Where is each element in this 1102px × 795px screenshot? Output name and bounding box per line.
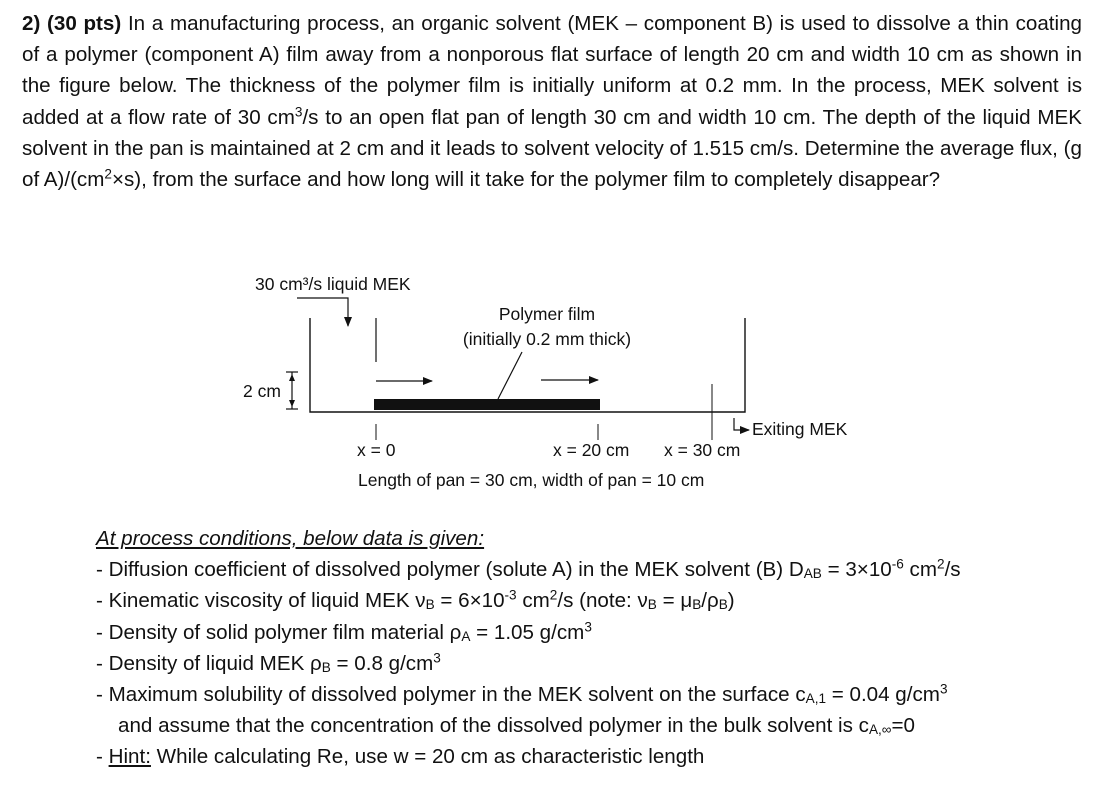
x20-label: x = 20 cm <box>553 440 630 460</box>
film-label-line-1: Polymer film <box>498 304 596 324</box>
pan-caption: Length of pan = 30 cm, width of pan = 10 cm <box>358 470 705 490</box>
film-label-line-2: (initially 0.2 mm thick) <box>462 329 632 349</box>
feed-label: 30 cm³/s liquid MEK <box>255 274 411 294</box>
polymer-film <box>374 399 600 410</box>
given-bulk-concentration: and assume that the concentration of the dissolved polymer in the bulk solvent is $c_{A,\infty}=0$ <box>118 714 915 738</box>
given-data <box>96 523 1086 773</box>
problem-number: 2) <box>22 12 41 35</box>
given-max-solubility: - Maximum solubility of dissolved polymer in the MEK solvent on the surface $c_{A,1} = 0.04$ $g/cm^3$ <box>96 681 948 707</box>
given-film-density: - Density of solid polymer film material $\rho_A = 1.05$ $g/cm^3$ <box>96 619 592 644</box>
x30-label: x = 30 cm <box>664 440 741 460</box>
given-hint: - Hint: While calculating Re, use w = 20 cm as characteristic length <box>96 745 705 769</box>
x0-label: x = 0 <box>357 440 396 460</box>
problem-points: (30 pts) <box>47 12 122 35</box>
problem-text-part-1: In a manufacturing process, an organic solvent (MEK – component B) is used to dissolve a thin coating of a polymer (component A) film away from a nonporous flat surface of length 20 cm and width 10 cm as shown in the figure below. The thickness of the polymer film is initially uniform at 0.2 mm. In the process, MEK solvent is added at a flow rate of 30 cm <box>22 12 1082 129</box>
problem-sup-1: 3 <box>294 104 303 120</box>
problem-text-part-2: /s to an open flat pan of length 30 cm and width 10 cm. The depth of the liquid MEK solvent in the pan is maintained at 2 cm and it leads to solvent velocity of 1.515 cm/s. Determine the average flux, (g of A)/(cm <box>22 105 1082 192</box>
problem-sup-2: 2 <box>104 166 112 182</box>
given-kinematic-viscosity: - Kinematic viscosity of liquid MEK $\nu_B = 6\times 10^{-3}$ $cm^2/s$ (note: $\nu_B = \mu_B/\rho_B$) <box>96 587 735 613</box>
feed-arrow <box>297 298 348 326</box>
given-mek-density: - Density of liquid MEK $\rho_B = 0.8$ $g/cm^3$ <box>96 650 441 675</box>
depth-label: 2 cm <box>243 381 281 401</box>
depth-arrow-down <box>289 400 295 407</box>
problem-text-part-3: ×s), from the surface and how long will it take for the polymer film to completely disappear? <box>111 168 941 192</box>
hint-label: Hint: <box>108 745 151 769</box>
exit-arrow <box>734 418 749 430</box>
given-diffusion-coefficient: - Diffusion coefficient of dissolved polymer (solute A) in the MEK solvent (B) $D_{AB} = 3\times 10^{-6}$ $cm^2/s$ <box>96 556 961 582</box>
given-heading: At process conditions, below data is given: <box>96 527 485 550</box>
depth-arrow-up <box>289 374 295 381</box>
exit-label: Exiting MEK <box>752 419 848 439</box>
film-pointer-line <box>498 352 522 399</box>
